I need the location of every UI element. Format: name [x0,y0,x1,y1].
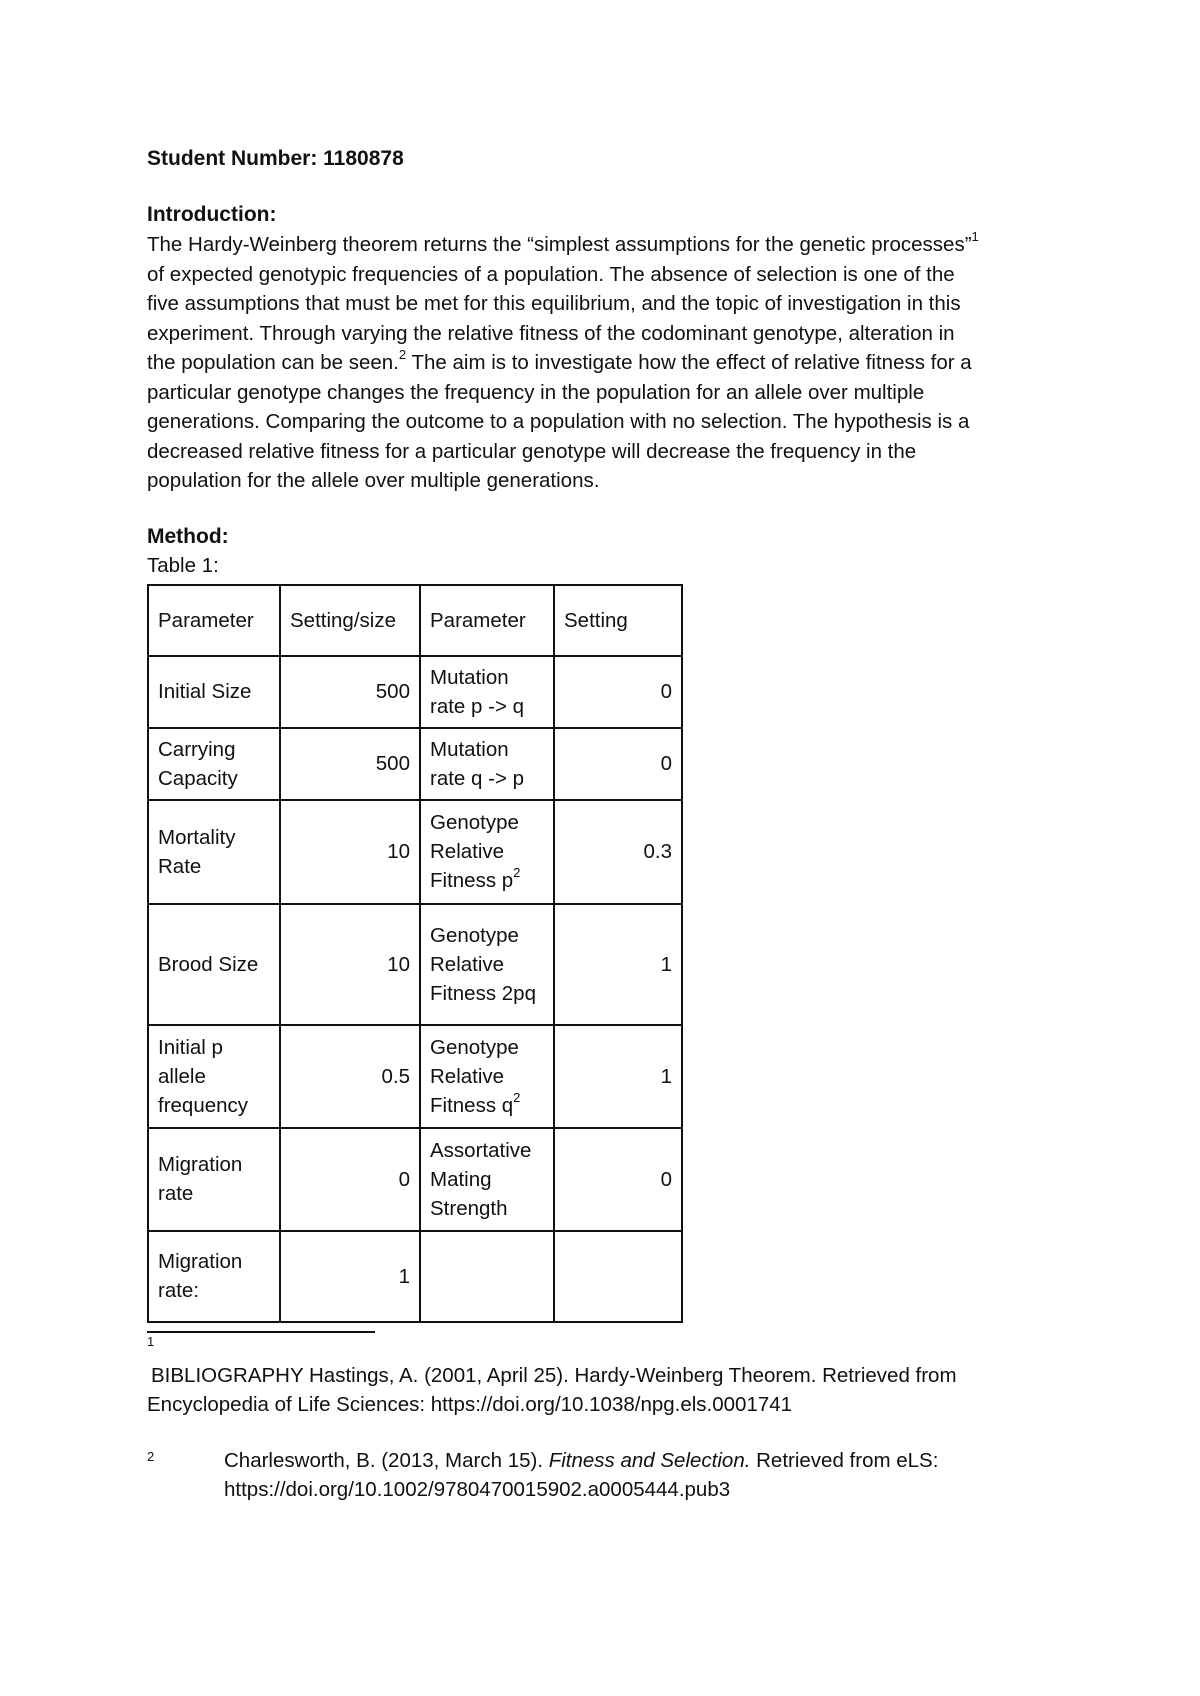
table-header-cell: Setting [554,585,682,656]
footnote-1-mark: 1 [147,1333,155,1349]
table-cell [554,1231,682,1322]
table-cell: 1 [554,904,682,1025]
intro-line: decreased relative fitness for a particular genotype will decrease the frequency in the [147,439,917,463]
table-row [148,1231,682,1322]
table-cell: Brood Size [148,904,280,1025]
table-row [148,656,682,728]
table-cell: 10 [280,800,420,904]
method-heading: Method: [147,524,229,548]
footnote-2-body [224,1446,1067,1505]
table-cell: Genotype Relative Fitness $q^2$ [420,1025,554,1128]
table-header-cell: Parameter [148,585,280,656]
footnote-ref-1[interactable]: 1 [971,229,979,245]
table-cell: Genotype Relative Fitness $p^2$ [420,800,554,904]
document-page [147,144,1067,1505]
table-cell: Assortative Mating Strength [420,1128,554,1231]
table-cell: 10 [280,904,420,1025]
table-cell: Genotype Relative Fitness 2pq [420,904,554,1025]
intro-line: of expected genotypic frequencies of a population. The absence of selection is one of the [147,262,955,286]
table-caption: Table 1: [147,553,219,577]
footnote-2 [147,1446,1067,1505]
table-cell: Carrying Capacity [148,728,280,800]
intro-line: The Hardy-Weinberg theorem returns the “simplest assumptions for the genetic processes”$^1$ [147,229,979,256]
table-cell: Migration rate [148,1128,280,1231]
footnote-1-line[interactable]: Encyclopedia of Life Sciences: https://doi.org/10.1038/npg.els.0001741 [147,1393,793,1416]
table-cell: 0 [554,1128,682,1231]
introduction-paragraph [147,230,1067,496]
table-cell: Mutation rate p -> q [420,656,554,728]
table-cell: 500 [280,656,420,728]
table-cell: Mortality Rate [148,800,280,904]
parameters-table [147,584,683,1323]
intro-line: particular genotype changes the frequency in the population for an allele over multiple [147,380,925,404]
table-cell: 0 [554,728,682,800]
table-cell: 500 [280,728,420,800]
intro-line: the population can be seen.$^2$ The aim is to investigate how the effect of relative fitness for a [147,347,972,374]
table-cell: Initial p allele frequency [148,1025,280,1128]
introduction-heading: Introduction: [147,203,277,226]
superscript-2: 2 [513,865,521,881]
table-cell: 0.3 [554,800,682,904]
table-row [148,728,682,800]
table-header-cell: Setting/size [280,585,420,656]
footnote-2-line: Charlesworth, B. (2013, March 15). Fitness and Selection. Retrieved from eLS: [224,1448,939,1472]
table-row [148,800,682,904]
footnote-1-line: BIBLIOGRAPHY Hastings, A. (2001, April 25). Hardy-Weinberg Theorem. Retrieved from [151,1363,957,1387]
intro-line: generations. Comparing the outcome to a population with no selection. The hypothesis is a [147,410,970,433]
intro-line: population for the allele over multiple generations. [147,469,600,492]
table-cell: 0 [280,1128,420,1231]
table-row [148,904,682,1025]
table-cell: 1 [554,1025,682,1128]
footnote-ref-2[interactable]: 2 [398,347,407,363]
superscript-2: 2 [513,1089,521,1105]
table-cell: 0.5 [280,1025,420,1128]
table-cell: Mutation rate q -> p [420,728,554,800]
intro-line: five assumptions that must be met for this equilibrium, and the topic of investigation in this [147,292,961,315]
table-header-cell: Parameter [420,585,554,656]
table-cell: Migration rate: [148,1231,280,1322]
table-row [148,1025,682,1128]
table-cell: 0 [554,656,682,728]
footnote-2-mark: 2 [147,1448,155,1464]
table-cell [420,1231,554,1322]
table-cell: Initial Size [148,656,280,728]
intro-line: experiment. Through varying the relative fitness of the codominant genotype, alteration in [147,321,955,345]
footnote-2-title: Fitness and Selection. [548,1448,751,1472]
table-cell: 1 [280,1231,420,1322]
student-number: Student Number: 1180878 [147,147,404,170]
table-row [148,1128,682,1231]
footnote-2-link[interactable]: https://doi.org/10.1002/9780470015902.a0005444.pub3 [224,1478,731,1501]
table-header-row [148,585,682,656]
